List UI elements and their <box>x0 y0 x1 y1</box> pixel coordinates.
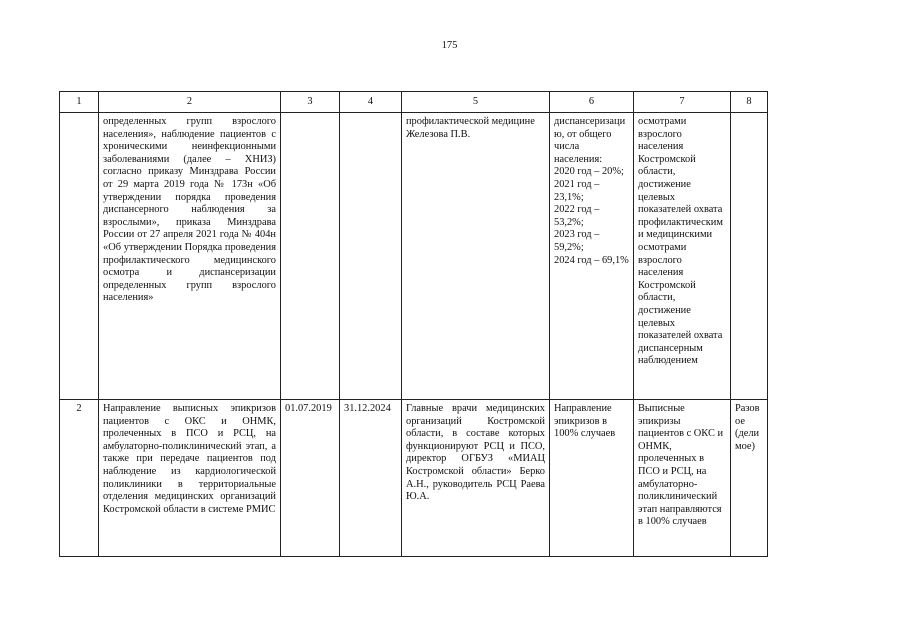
table-row <box>60 400 768 557</box>
indicator-text: диспансеризацию, от общего числа населения: 2020 год – 20%; 2021 год – 23,1%; 2022 год – 53,2%; 2023 год – 59,2%; 2024 год – 69,1% <box>554 116 629 266</box>
table-header-row <box>60 92 768 113</box>
result-cell: Выписные эпикризы пациентов с ОКС и ОНМК, пролеченных в ПСО и РСЦ, на амбулаторно-поликлинический этап направляются в 100% случаев <box>634 400 731 557</box>
responsible-cell: Главные врачи медицинских организаций Костромской области, в составе которых функционируют РСЦ и ПСО, директор ОГБУЗ «МИАЦ Костромской области» Берко А.Н., руководитель РСЦ Раева Ю.А. <box>402 400 550 557</box>
measure-cell: определенных групп взрослого населения», наблюдение пациентов с хроническими неинфекционными заболеваниями (далее – ХНИЗ) согласно приказу Минздрава России от 29 марта 2019 года № 173н «Об утверждении порядка проведения диспансерного наблюдения за взрослыми», приказа Минздрава России от 27 апреля 2021 года № 404н «Об утверждении Порядка проведения профилактического медицинского осмотра и диспансеризации определенных групп взрослого населения» <box>99 113 281 400</box>
measures-table <box>59 91 768 557</box>
row-number-cell <box>60 113 99 400</box>
column-header: 4 <box>340 92 402 113</box>
indicator-cell <box>550 113 634 400</box>
column-header: 1 <box>60 92 99 113</box>
column-header: 2 <box>99 92 281 113</box>
column-header: 7 <box>634 92 731 113</box>
indicator-cell: Направление эпикризов в 100% случаев <box>550 400 634 557</box>
type-cell: Разовое (делимое) <box>731 400 768 557</box>
start-date-cell <box>281 113 340 400</box>
start-date-cell: 01.07.2019 <box>281 400 340 557</box>
column-header: 3 <box>281 92 340 113</box>
result-cell: осмотрами взрослого населения Костромской области, достижение целевых показателей охвата профилактическими медицинскими осмотрами взрослого населения Костромской области, достижение целевых показателей охвата диспансерным наблюдением <box>634 113 731 400</box>
column-header: 8 <box>731 92 768 113</box>
row-number-cell: 2 <box>60 400 99 557</box>
column-header: 6 <box>550 92 634 113</box>
end-date-cell <box>340 113 402 400</box>
column-header: 5 <box>402 92 550 113</box>
measure-cell: Направление выписных эпикризов пациентов с ОКС и ОНМК, пролеченных в ПСО и РСЦ, на амбулаторно-поликлинический этап, а также при передаче пациентов под наблюдение из кардиологической поликлиники в территориальные отделения медицинских организаций Костромской области в системе РМИС <box>99 400 281 557</box>
page-number: 175 <box>441 40 458 51</box>
type-cell <box>731 113 768 400</box>
table-row <box>60 113 768 400</box>
responsible-cell: профилактической медицине Железова П.В. <box>402 113 550 400</box>
end-date-cell: 31.12.2024 <box>340 400 402 557</box>
